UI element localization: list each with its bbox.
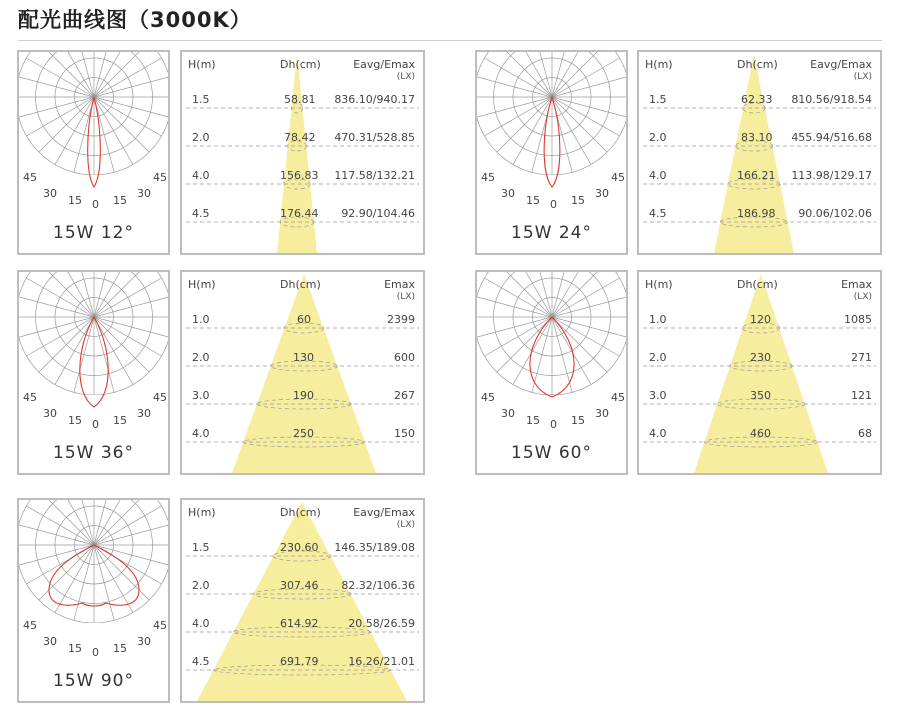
spec-table-36 (180, 270, 425, 475)
polar-caption: 15W 36° (53, 443, 134, 463)
degree-label: 30 (137, 407, 151, 420)
polar-diagram-90 (17, 498, 170, 703)
polar-ring (477, 272, 626, 395)
row-dh: 62.33 (741, 93, 773, 106)
header-h: H(m) (188, 58, 216, 71)
row-h: 2.0 (192, 351, 210, 364)
row-dh: 60 (297, 313, 311, 326)
degree-label: 15 (526, 194, 540, 207)
degree-label: 45 (481, 391, 495, 404)
degree-label: 45 (23, 391, 37, 404)
row-h: 4.5 (192, 207, 210, 220)
row-h: 1.5 (649, 93, 667, 106)
row-h: 4.5 (192, 655, 210, 668)
header-dh: Dh(cm) (280, 278, 321, 291)
row-value: 68 (858, 427, 872, 440)
degree-label: 30 (43, 635, 57, 648)
beam-cone-fill (714, 54, 794, 253)
row-value: 271 (851, 351, 872, 364)
spec-table-24 (637, 50, 882, 255)
degree-label: 15 (571, 194, 585, 207)
degree-label: 30 (43, 407, 57, 420)
beam-cone (639, 272, 880, 473)
polar-ring (19, 272, 168, 395)
row-value: 121 (851, 389, 872, 402)
polar-ring (477, 52, 626, 175)
degree-label: 45 (23, 619, 37, 632)
degree-label: 15 (68, 194, 82, 207)
degree-label: 30 (501, 407, 515, 420)
row-dh: 460 (750, 427, 771, 440)
degree-label: 0 (92, 418, 99, 431)
row-dh: 186.98 (737, 207, 776, 220)
polar-grid-lines (19, 272, 168, 395)
degree-label: 30 (595, 187, 609, 200)
row-dh: 307.46 (280, 579, 319, 592)
row-dh: 350 (750, 389, 771, 402)
spec-table-60 (637, 270, 882, 475)
row-dh: 130 (293, 351, 314, 364)
beam-cone (182, 500, 423, 701)
polar-caption: 15W 60° (511, 443, 592, 463)
row-value: 600 (394, 351, 415, 364)
row-value: 20.58/26.59 (348, 617, 415, 630)
degree-label: 30 (501, 187, 515, 200)
degree-label: 15 (526, 414, 540, 427)
row-value: 470.31/528.85 (334, 131, 415, 144)
spec-table-90 (180, 498, 425, 703)
row-value: 90.06/102.06 (798, 207, 872, 220)
polar-ring (19, 500, 168, 623)
polar-diagram-12 (17, 50, 170, 255)
degree-label: 45 (153, 619, 167, 632)
header-dh: Dh(cm) (280, 58, 321, 71)
row-h: 1.5 (192, 93, 210, 106)
row-value: 150 (394, 427, 415, 440)
row-h: 2.0 (192, 579, 210, 592)
header-dh: Dh(cm) (737, 278, 778, 291)
degree-label: 45 (23, 171, 37, 184)
row-value: 267 (394, 389, 415, 402)
row-value: 82.32/106.36 (341, 579, 415, 592)
row-h: 2.0 (649, 131, 667, 144)
degree-label: 0 (550, 198, 557, 211)
row-value: 1085 (844, 313, 872, 326)
row-value: 113.98/129.17 (791, 169, 872, 182)
polar-diagram-24 (475, 50, 628, 255)
polar-grid-lines (19, 500, 168, 623)
degree-label: 30 (43, 187, 57, 200)
polar-diagram-60 (475, 270, 628, 475)
row-h: 4.5 (649, 207, 667, 220)
beam-cone (639, 52, 880, 253)
beam-cone (182, 52, 423, 253)
header-dh: Dh(cm) (280, 506, 321, 519)
row-h: 4.0 (649, 427, 667, 440)
row-value: 836.10/940.17 (334, 93, 415, 106)
row-h: 4.0 (192, 617, 210, 630)
polar-caption: 15W 90° (53, 671, 134, 691)
row-h: 3.0 (192, 389, 210, 402)
degree-label: 15 (113, 194, 127, 207)
polar-grid-lines (477, 272, 626, 395)
degree-label: 15 (68, 642, 82, 655)
row-dh: 166.21 (737, 169, 776, 182)
header-h: H(m) (188, 278, 216, 291)
header-value: Eavg/Emax (353, 506, 415, 519)
title-divider (18, 40, 882, 41)
degree-label: 0 (92, 198, 99, 211)
beam-cone (182, 272, 423, 473)
row-value: 16.26/21.01 (348, 655, 415, 668)
header-unit: (LX) (396, 520, 415, 530)
row-h: 4.0 (192, 169, 210, 182)
row-dh: 156.83 (280, 169, 319, 182)
row-h: 2.0 (192, 131, 210, 144)
degree-label: 45 (481, 171, 495, 184)
row-value: 455.94/516.68 (791, 131, 872, 144)
degree-label: 0 (550, 418, 557, 431)
beam-cone-fill (197, 502, 407, 701)
degree-label: 45 (153, 391, 167, 404)
header-unit: (LX) (396, 292, 415, 302)
header-h: H(m) (645, 58, 673, 71)
row-dh: 614.92 (280, 617, 319, 630)
degree-label: 45 (153, 171, 167, 184)
row-dh: 691.79 (280, 655, 319, 668)
row-dh: 83.10 (741, 131, 773, 144)
row-dh: 176.44 (280, 207, 319, 220)
polar-grid-lines (477, 52, 626, 175)
row-h: 1.0 (192, 313, 210, 326)
degree-label: 30 (137, 635, 151, 648)
polar-grid-lines (19, 52, 168, 175)
degree-label: 45 (611, 391, 625, 404)
header-unit: (LX) (396, 72, 415, 82)
row-dh: 190 (293, 389, 314, 402)
row-dh: 250 (293, 427, 314, 440)
row-dh: 230 (750, 351, 771, 364)
degree-label: 15 (68, 414, 82, 427)
header-dh: Dh(cm) (737, 58, 778, 71)
row-dh: 58.81 (284, 93, 316, 106)
degree-label: 15 (571, 414, 585, 427)
degree-label: 15 (113, 642, 127, 655)
header-h: H(m) (645, 278, 673, 291)
header-unit: (LX) (853, 292, 872, 302)
row-h: 3.0 (649, 389, 667, 402)
row-value: 810.56/918.54 (791, 93, 872, 106)
polar-ring (19, 52, 168, 175)
row-h: 1.5 (192, 541, 210, 554)
row-h: 4.0 (649, 169, 667, 182)
row-value: 2399 (387, 313, 415, 326)
beam-cone-fill (694, 274, 828, 473)
header-unit: (LX) (853, 72, 872, 82)
beam-cone-fill (232, 274, 376, 473)
row-h: 4.0 (192, 427, 210, 440)
polar-caption: 15W 24° (511, 223, 592, 243)
spec-table-12 (180, 50, 425, 255)
degree-label: 15 (113, 414, 127, 427)
polar-diagram-36 (17, 270, 170, 475)
row-dh: 230.60 (280, 541, 319, 554)
degree-label: 30 (595, 407, 609, 420)
header-value: Eavg/Emax (353, 58, 415, 71)
row-value: 117.58/132.21 (334, 169, 415, 182)
row-dh: 120 (750, 313, 771, 326)
row-h: 2.0 (649, 351, 667, 364)
polar-caption: 15W 12° (53, 223, 134, 243)
row-value: 92.90/104.46 (341, 207, 415, 220)
header-value: Emax (841, 278, 872, 291)
header-value: Eavg/Emax (810, 58, 872, 71)
degree-label: 0 (92, 646, 99, 659)
beam-cone-fill (277, 54, 317, 253)
header-h: H(m) (188, 506, 216, 519)
degree-label: 30 (137, 187, 151, 200)
row-h: 1.0 (649, 313, 667, 326)
row-dh: 78.42 (284, 131, 316, 144)
page-title: 配光曲线图（3000K） (18, 8, 252, 32)
row-value: 146.35/189.08 (334, 541, 415, 554)
degree-label: 45 (611, 171, 625, 184)
header-value: Emax (384, 278, 415, 291)
